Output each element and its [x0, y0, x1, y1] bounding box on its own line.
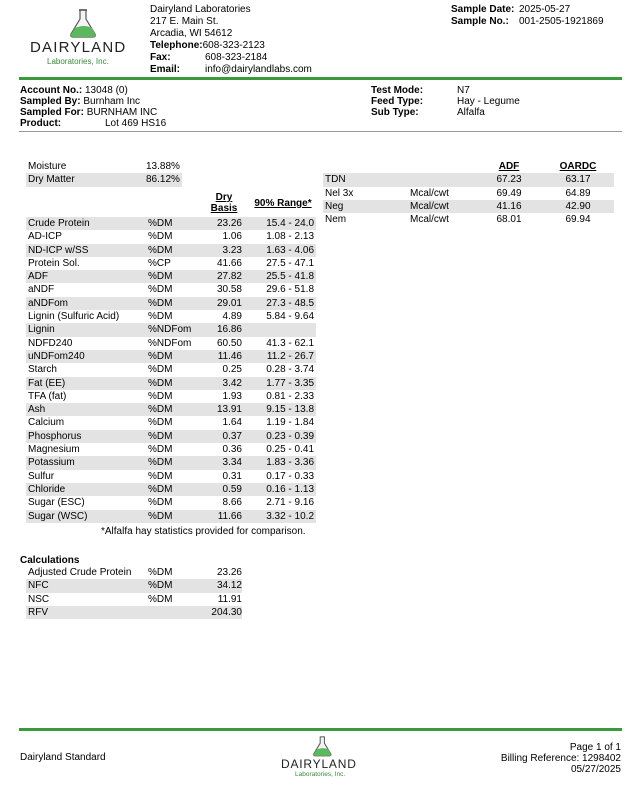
flask-icon	[64, 6, 104, 40]
energy-row	[323, 173, 614, 186]
sub-type-value: Alfalfa	[457, 107, 485, 118]
product-label: Product:	[20, 118, 62, 129]
nutrient-value: 11.46	[200, 350, 246, 363]
nutrient-range: 0.81 - 2.33	[266, 390, 314, 402]
nutrient-unit: %DM	[148, 244, 200, 257]
nutrient-row	[26, 470, 316, 483]
nutrient-range: 1.63 - 4.06	[246, 244, 316, 257]
nutrient-name: ND-ICP w/SS	[26, 244, 148, 257]
nutrient-range: 11.2 - 26.7	[246, 350, 316, 363]
company-street: 217 E. Main St.	[150, 16, 219, 27]
calculations-table	[26, 566, 242, 619]
nutrient-range: 15.4 - 24.0	[246, 217, 316, 230]
logo-subtitle: Laboratories, Inc.	[47, 57, 109, 66]
nutrient-unit: %DM	[148, 364, 173, 376]
nutrient-row	[26, 217, 316, 230]
nutrient-value: 60.50	[216, 337, 242, 349]
energy-unit	[410, 173, 476, 186]
footer-logo	[280, 734, 366, 782]
test-block	[371, 85, 520, 118]
nutrient-row	[26, 337, 316, 350]
energy-name: Nel 3x	[325, 187, 354, 199]
nutrient-name: aNDFom	[26, 297, 148, 310]
calculation-value: 34.12	[200, 579, 242, 592]
nutrient-row	[26, 403, 316, 416]
calculation-name: RFV	[26, 606, 148, 619]
sample-info	[451, 4, 604, 28]
nutrient-value: 0.36	[222, 444, 242, 456]
telephone-label: Telephone:	[150, 40, 203, 51]
account-value: 13048 (0)	[85, 85, 128, 96]
nutrient-value: 3.42	[200, 377, 246, 390]
nutrient-range: 27.3 - 48.5	[246, 297, 316, 310]
energy-oardc: 64.89	[565, 187, 591, 199]
calculations-title: Calculations	[20, 555, 80, 566]
sub-type-label: Sub Type:	[371, 107, 419, 118]
dry-matter-name: Dry Matter	[26, 173, 146, 186]
sample-no-value: 001-2505-1921869	[519, 16, 604, 27]
nutrient-row	[26, 430, 316, 443]
nutrient-value: 1.93	[222, 390, 242, 402]
energy-row	[323, 213, 614, 226]
energy-name: TDN	[323, 173, 410, 186]
nutrient-range: 1.08 - 2.13	[266, 231, 314, 243]
header-green-rule	[19, 77, 622, 80]
nutrient-value: 41.66	[216, 257, 242, 269]
energy-adf: 68.01	[496, 214, 522, 226]
nutrient-table-body	[26, 217, 316, 523]
sample-no-label: Sample No.:	[451, 16, 509, 27]
nutrient-row	[26, 496, 316, 509]
email-value[interactable]: info@dairylandlabs.com	[205, 64, 312, 75]
company-name: Dairyland Laboratories	[150, 4, 251, 15]
footer-billing: Billing Reference: 1298402	[500, 753, 621, 764]
company-address	[150, 4, 312, 76]
nutrient-row	[26, 270, 316, 283]
footer-logo-wordmark: DAIRYLAND	[281, 757, 357, 771]
dry-matter-row	[26, 173, 182, 186]
dry-matter-value: 86.12%	[146, 173, 182, 186]
nutrient-name: ADF	[26, 270, 148, 283]
nutrient-value: 30.58	[216, 284, 242, 296]
nutrient-name: AD-ICP	[28, 231, 62, 243]
nutrient-unit: %CP	[148, 257, 171, 269]
flask-icon	[308, 734, 338, 758]
account-label: Account No.:	[20, 85, 83, 96]
fax-label: Fax:	[150, 52, 171, 63]
nutrient-range: 0.23 - 0.39	[246, 430, 316, 443]
nutrient-value: 29.01	[200, 297, 246, 310]
nutrient-range: 0.17 - 0.33	[266, 470, 314, 482]
nutrient-value: 0.37	[200, 430, 246, 443]
footer-right	[501, 742, 621, 775]
sampled-by-value: Burnham Inc	[83, 96, 141, 107]
nutrient-row	[26, 257, 316, 270]
sample-date-value: 2025-05-27	[519, 4, 571, 15]
nutrient-unit: %DM	[148, 470, 173, 482]
nutrient-unit: %DM	[148, 284, 173, 296]
nutrient-value: 1.06	[222, 231, 242, 243]
nutrient-name: Sugar (ESC)	[28, 497, 85, 509]
nutrient-unit: %NDFom	[148, 323, 200, 336]
nutrient-value: 8.66	[222, 497, 242, 509]
nutrient-name: Lignin (Sulfuric Acid)	[28, 311, 120, 323]
nutrient-row	[26, 416, 316, 429]
moisture-row	[26, 160, 182, 173]
calculation-row	[26, 579, 242, 592]
footer-standard: Dairyland Standard	[20, 752, 106, 763]
nutrient-unit: %DM	[148, 497, 173, 509]
energy-unit: Mcal/cwt	[410, 187, 449, 199]
calculation-row	[26, 593, 242, 606]
nutrient-name: Sugar (WSC)	[26, 510, 148, 523]
nutrient-range: 1.83 - 3.36	[246, 456, 316, 469]
nutrient-name: uNDFom240	[26, 350, 148, 363]
nutrient-row	[26, 456, 316, 469]
nutrient-unit: %DM	[148, 444, 173, 456]
nutrient-row	[26, 443, 316, 456]
nutrient-value: 27.82	[200, 270, 246, 283]
nutrient-name: Potassium	[26, 456, 148, 469]
nutrient-name: TFA (fat)	[28, 390, 67, 402]
nutrient-unit: %DM	[148, 417, 173, 429]
nutrient-unit: %DM	[148, 297, 200, 310]
calculation-unit	[148, 606, 200, 619]
footer-logo-subtitle: Laboratories, Inc.	[295, 771, 346, 778]
sample-date-label: Sample Date:	[451, 4, 515, 15]
email-label: Email:	[150, 64, 181, 75]
col-basis: Basis	[210, 203, 238, 214]
energy-oardc: 63.17	[542, 173, 614, 186]
col-oardc: OARDC	[559, 161, 597, 172]
nutrient-unit: %DM	[148, 456, 200, 469]
energy-header-row	[323, 160, 614, 173]
nutrient-name: Phosphorus	[26, 430, 148, 443]
telephone-value: 608-323-2123	[202, 40, 265, 51]
nutrient-table	[26, 217, 316, 523]
calculations-table-body	[26, 566, 242, 619]
account-rule	[19, 131, 622, 132]
nutrient-range: 29.6 - 51.8	[266, 284, 314, 296]
nutrient-row	[26, 244, 316, 257]
nutrient-name: Sulfur	[28, 470, 55, 482]
nutrient-unit: %DM	[148, 510, 200, 523]
nutrient-name: Chloride	[26, 483, 148, 496]
calculation-unit: %DM	[148, 579, 200, 592]
nutrient-row	[26, 297, 316, 310]
nutrient-value: 1.64	[222, 417, 242, 429]
energy-row	[323, 200, 614, 213]
energy-adf: 69.49	[496, 187, 522, 199]
nutrient-name: NDFD240	[28, 337, 73, 349]
nutrient-row	[26, 510, 316, 523]
calculation-value: 11.91	[217, 593, 242, 605]
nutrient-name: Fat (EE)	[26, 377, 148, 390]
nutrient-unit: %DM	[148, 377, 200, 390]
energy-name: Neg	[323, 200, 410, 213]
logo-wordmark: DAIRYLAND	[30, 39, 127, 56]
nutrient-range: 2.71 - 9.16	[266, 497, 314, 509]
header-logo	[30, 6, 138, 68]
col-adf: ADF	[498, 161, 520, 172]
nutrient-name: Crude Protein	[26, 217, 148, 230]
nutrient-value: 3.34	[200, 456, 246, 469]
test-mode-label: Test Mode:	[371, 85, 424, 96]
nutrient-range: 1.19 - 1.84	[266, 417, 314, 429]
account-block	[20, 85, 166, 129]
calculation-row	[26, 606, 242, 619]
nutrient-range: 27.5 - 47.1	[266, 257, 314, 269]
nutrient-col-header-dry	[206, 192, 242, 214]
nutrient-row	[26, 350, 316, 363]
nutrient-value: 3.23	[200, 244, 246, 257]
energy-adf: 67.23	[476, 173, 542, 186]
calculation-name: Adjusted Crude Protein	[28, 567, 132, 578]
energy-oardc: 42.90	[542, 200, 614, 213]
nutrient-range: 1.77 - 3.35	[246, 377, 316, 390]
footer-green-rule	[19, 728, 622, 731]
nutrient-name: Magnesium	[28, 444, 80, 456]
nutrient-unit: %DM	[148, 311, 173, 323]
nutrient-value: 0.25	[222, 364, 242, 376]
nutrient-unit: %DM	[148, 270, 200, 283]
energy-adf: 41.16	[476, 200, 542, 213]
nutrient-row	[26, 310, 316, 323]
nutrient-row	[26, 363, 316, 376]
nutrient-row	[26, 323, 316, 336]
feed-type-label: Feed Type:	[371, 96, 424, 107]
nutrient-range: 41.3 - 62.1	[266, 337, 314, 349]
nutrient-row	[26, 483, 316, 496]
energy-unit: Mcal/cwt	[410, 214, 449, 226]
nutrient-footnote: *Alfalfa hay statistics provided for comparison.	[101, 526, 306, 537]
energy-name: Nem	[325, 214, 347, 226]
nutrient-row	[26, 377, 316, 390]
nutrient-range: 25.5 - 41.8	[246, 270, 316, 283]
calculation-unit: %DM	[148, 593, 173, 605]
nutrient-name: Protein Sol.	[28, 257, 80, 269]
footer-date: 05/27/2025	[570, 764, 621, 775]
calculation-row	[26, 566, 242, 579]
nutrient-value: 13.91	[200, 403, 246, 416]
nutrient-name: Lignin	[26, 323, 148, 336]
calculation-name: NSC	[28, 593, 50, 605]
moisture-value: 13.88%	[146, 161, 180, 172]
nutrient-value: 23.26	[200, 217, 246, 230]
nutrient-row	[26, 390, 316, 403]
nutrient-range	[246, 323, 316, 336]
nutrient-range: 5.84 - 9.64	[266, 311, 314, 323]
calculation-value: 23.26	[216, 567, 242, 578]
moisture-table	[26, 160, 182, 187]
nutrient-row	[26, 283, 316, 296]
nutrient-unit: %DM	[148, 231, 173, 243]
nutrient-range: 0.25 - 0.41	[266, 444, 314, 456]
energy-oardc: 69.94	[565, 214, 591, 226]
sampled-for-value: BURNHAM INC	[86, 107, 158, 118]
feed-type-value: Hay - Legume	[457, 96, 520, 107]
nutrient-name: Ash	[26, 403, 148, 416]
sampled-for-label: Sampled For:	[20, 107, 84, 118]
col-dry: Dry	[215, 192, 233, 203]
nutrient-value: 0.59	[200, 483, 246, 496]
footer-page: Page 1 of 1	[569, 742, 621, 753]
sampled-by-label: Sampled By:	[20, 96, 81, 107]
energy-table-body	[323, 173, 614, 226]
calculation-name: NFC	[26, 579, 148, 592]
nutrient-unit: %DM	[148, 403, 200, 416]
nutrient-row	[26, 230, 316, 243]
nutrient-range: 9.15 - 13.8	[246, 403, 316, 416]
nutrient-unit: %DM	[148, 430, 200, 443]
nutrient-value: 4.89	[222, 311, 242, 323]
product-value: Lot 469 HS16	[105, 118, 167, 129]
test-mode-value: N7	[457, 85, 470, 96]
nutrient-name: aNDF	[28, 284, 55, 296]
nutrient-range: 0.28 - 3.74	[266, 364, 314, 376]
nutrient-unit: %DM	[148, 350, 200, 363]
energy-table	[323, 160, 614, 226]
energy-row	[323, 187, 614, 200]
fax-value: 608-323-2184	[205, 52, 268, 63]
nutrient-name: Starch	[28, 364, 57, 376]
company-city: Arcadia, WI 54612	[150, 28, 233, 39]
nutrient-unit: %DM	[148, 483, 200, 496]
nutrient-value: 11.66	[200, 510, 246, 523]
calculation-unit: %DM	[148, 567, 173, 578]
nutrient-name: Calcium	[28, 417, 65, 429]
nutrient-value: 16.86	[200, 323, 246, 336]
nutrient-range: 3.32 - 10.2	[246, 510, 316, 523]
nutrient-col-header-range: 90% Range*	[254, 198, 312, 209]
energy-unit: Mcal/cwt	[410, 200, 476, 213]
nutrient-unit: %DM	[148, 390, 173, 402]
moisture-name: Moisture	[28, 161, 67, 172]
calculation-value: 204.30	[200, 606, 242, 619]
nutrient-range: 0.16 - 1.13	[246, 483, 316, 496]
nutrient-value: 0.31	[222, 470, 242, 482]
nutrient-unit: %DM	[148, 217, 200, 230]
nutrient-unit: %NDFom	[148, 337, 192, 349]
